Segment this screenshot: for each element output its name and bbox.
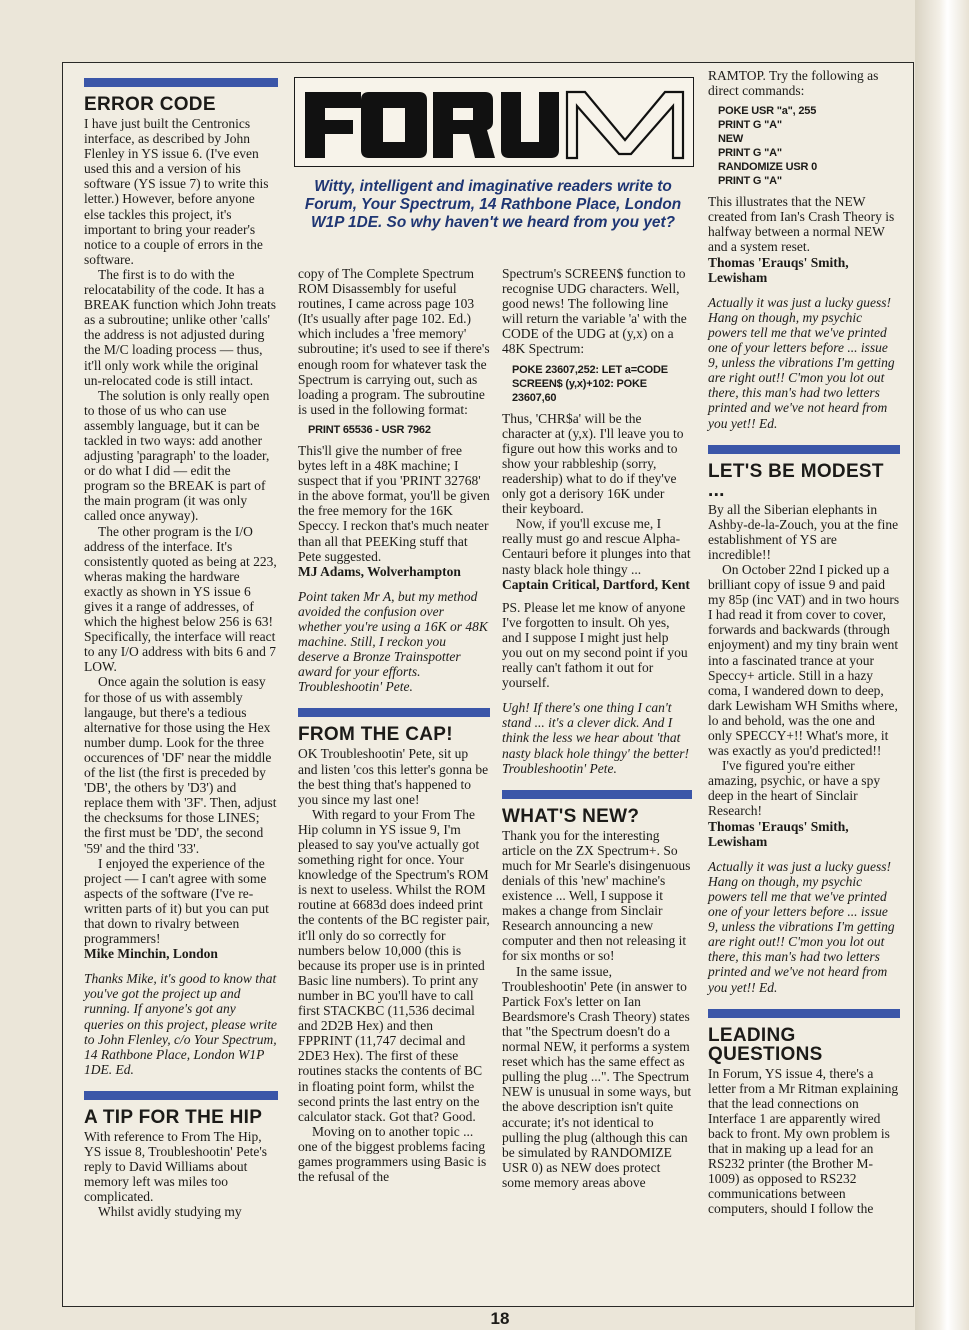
column-3 bbox=[502, 266, 692, 1190]
paragraph: The first is to do with the relocatability of the code. It has a BREAK function which John treats as a subroutine; unlike other 'calls' the address is not adjusted during the M/C loading process — thus, it'll only work while the original un-relocated code is still intact. bbox=[84, 266, 276, 388]
paragraph: OK Troubleshootin' Pete, sit up and listen 'cos this letter's gonna be the best thing that's happened to you since my last one! bbox=[298, 746, 489, 807]
letter-signature: Thomas 'Erauqs' Smith, Lewisham bbox=[708, 818, 849, 849]
paragraph: Once again the solution is easy for those of us with assembly langauge, but there's a tedious alternative for those using the Hex number dump. Look for the three occurences of 'DF' near the middle of the list (the first is preceded by 'DB', the others by 'D3') and replace them with '3F'. Then, adjust the checksums for those LINES; the first must be 'DD', the second '59' and the third '33'. bbox=[84, 674, 277, 856]
paragraph: With regard to your From The Hip column in YS issue 9, I'm pleased to say you've actually got something right for once. Your knowledge of the Spectrum's ROM is next to useless. Whilst the ROM routine at 6683d does indeed print the contents of the BC register pair, it'll only do so correctly for numbers below 10,000 (this is because its proper use is in printed Basic line numbers). To print any number in BC you'll have to call first STACKBC (11,536 decimal and 2D2B Hex) and then FPPRINT (11,747 decimal and 2DE3 Hex). The first of these routines stacks the contents of BC in floating point form, whilst the second prints the last entry on the calculator stack. Got that? Good. bbox=[298, 806, 490, 1124]
section-bar bbox=[502, 790, 692, 799]
paragraph: I've figured you're either amazing, psychic, or have a spy deep in the heart of Sinclair Research! bbox=[708, 758, 881, 819]
code-line: PRINT 65536 - USR 7962 bbox=[308, 423, 431, 436]
paragraph: Whilst avidly studying my bbox=[98, 1204, 242, 1220]
editor-reply: Thanks Mike, it's good to know that you've got the project up and running. If anyone's got any queries on this project, please write to John Flenley, c/o Your Spectrum, 14 Rathbone Place, London W1P 1DE. Ed. bbox=[84, 971, 277, 1077]
section-bar bbox=[298, 708, 490, 717]
paragraph: Moving on to another topic ... one of the biggest problems facing games programmers using Basic is the refusal of the bbox=[298, 1123, 487, 1185]
editor-reply: Point taken Mr A, but my method avoided the confusion over whether you're using a 16K or 48K machine. Still, I reckon you deserve a Bronze Trainspotter award for your efforts. Troubleshootin' Pete. bbox=[298, 588, 488, 695]
code-line: POKE 23607,252: LET a=CODE bbox=[512, 363, 668, 376]
paragraph: Now, if you'll excuse me, I really must go and rescue Alpha-Centauri before it plunges into that nasty black hole thingy ... bbox=[502, 516, 691, 577]
paragraph: By all the Siberian elephants in Ashby-de-la-Zouch, you at the fine establishment of YS are incredible!! bbox=[708, 501, 899, 562]
paragraph: I enjoyed the experience of the project — I can't agree with some aspects of the software (I've re-written parts of it) but you can put that down to rivalry between programmers! bbox=[84, 855, 269, 947]
heading-whats-new: WHAT'S NEW? bbox=[502, 805, 640, 827]
paragraph: In the same issue, Troubleshootin' Pete (in answer to Partick Fox's letter on Ian Beardsmore's Crash Theory) states that "the Spectrum doesn't do a normal NEW, it performs a system reset which has the same effect as pulling the plug ...". The Spectrum NEW is unusual in some ways, but the above description isn't quite accurate; it's not identical to pulling the plug (although this can be simulated by RANDOMIZE USR 0) as NEW does protect some memory areas above bbox=[502, 963, 692, 1190]
heading-leading-questions: LEADING QUESTIONS bbox=[708, 1024, 823, 1065]
letter-signature: Captain Critical, Dartford, Kent bbox=[502, 576, 690, 592]
code-line: PRINT G "A" bbox=[718, 147, 782, 160]
column-2 bbox=[298, 266, 490, 1184]
editor-reply: Actually it was just a lucky guess! Hang on though, my psychic powers tell me that we've printed one of your letters before ... issue 9, unless the vibrations I'm getting are right out!! C'mon you lot out there, this man's had two letters printed and we've not heard from you yet!! Ed. bbox=[708, 858, 895, 995]
code-line: SCREEN$ (y,x)+102: POKE 23607,60 bbox=[512, 377, 647, 404]
forum-logo bbox=[294, 77, 694, 167]
paragraph: The solution is only really open to those of us who can use assembly language, but it can be tackled in two ways: add another adjusting 'paragraph' to the loader, or do what I did — edit the program so the BREAK is part of the main program (it was only called once anyway). bbox=[84, 387, 270, 524]
section-bar bbox=[84, 1091, 278, 1100]
code-line: POKE USR "a", 255 bbox=[718, 105, 817, 118]
page-number: 18 bbox=[490, 1309, 510, 1328]
section-bar bbox=[84, 78, 278, 87]
letter-signature: Mike Minchin, London bbox=[84, 946, 218, 962]
column-4 bbox=[708, 68, 900, 1217]
forum-logo-graphic bbox=[295, 78, 693, 166]
paragraph: Thank you for the interesting article on the ZX Spectrum+. So much for Mr Searle's disingenuous denials of this 'new' machine's existence ... Well, I suppose it makes a change from Sinclair Research announcing a new computer and then not releasing it for six months or so! bbox=[502, 827, 691, 964]
code-line: NEW bbox=[718, 133, 744, 146]
paragraph: This'll give the number of free bytes left in a 48K machine; I suspect that if you 'PRINT 32768' in the above format, you'll be given the free memory for the 16K Speccy. I reckon that's much neater than all that PEEKing stuff that Pete suggested. bbox=[298, 442, 490, 564]
letter-signature: MJ Adams, Wolverhampton bbox=[298, 563, 461, 579]
paragraph: In Forum, YS issue 4, there's a letter from a Mr Ritman explaining that the lead connections on Interface 1 are apparently wired back to front. My own problem is that in making up a lead for an RS232 printer (the Brother M-1009) as opposed to RS232 communications between computers, should I follow the bbox=[708, 1065, 899, 1217]
paragraph: I have just built the Centronics interface, as described by John Flenley in YS issue 6. (I've even used this and a version of his software (YS issue 7) to write this letter.) However, before anyone else tackles this project, it's important to bring your reader's notice to a couple of errors in the software. bbox=[84, 116, 269, 267]
paragraph: Spectrum's SCREEN$ function to recognise UDG characters. Well, good news! The following line will return the variable 'a' with the CODE of the UDG at (y,x) on a 48K Spectrum: bbox=[502, 266, 687, 357]
forum-intro: Witty, intelligent and imaginative readers write to Forum, Your Spectrum, 14 Rathbone Place, London W1P 1DE. So why haven't we heard from you yet? bbox=[304, 178, 682, 231]
letter-signature: Thomas 'Erauqs' Smith, Lewisham bbox=[708, 254, 849, 285]
page-spine-shadow bbox=[915, 0, 969, 1330]
section-bar bbox=[708, 1009, 900, 1018]
heading-error-code: ERROR CODE bbox=[84, 94, 216, 115]
code-line: PRINT G "A" bbox=[718, 175, 782, 188]
section-bar bbox=[708, 445, 900, 454]
heading-tip-for-the-hip: A TIP FOR THE HIP bbox=[84, 1106, 263, 1128]
paragraph: With reference to From The Hip, YS issue 8, Troubleshootin' Pete's reply to David Williams about memory left was miles too complicated. bbox=[84, 1128, 268, 1205]
paragraph: copy of The Complete Spectrum ROM Disassembly for useful routines, I came across page 103 (It's usually after page 102. Ed.) which includes a 'free memory' subroutine; it's used to see if there's enough room for whatever task the Spectrum is carrying out, such as loading a program. The subroutine is used in the following format: bbox=[298, 266, 490, 417]
editor-reply: Ugh! If there's one thing I can't stand ... it's a clever dick. And I think the less we hear about 'that nasty black hole thingy' the better! Troubleshootin' Pete. bbox=[502, 700, 689, 776]
paragraph: RAMTOP. Try the following as direct commands: bbox=[708, 68, 879, 99]
paragraph: Thus, 'CHR$a' will be the character at (y,x). I'll leave you to figure out how this works and to show your rabbleship (sorry, readership) what to do if they've only got a derisory 16K under their keyboard. bbox=[502, 410, 684, 517]
paragraph: On October 22nd I picked up a brilliant copy of issue 9 and paid my 85p (inc VAT) and in two hours I had read it from cover to cover, forwards and backwards (through enjoyment) and my tiny brain went into a fascinated trance at your Speccy+ article. Still in a hazy coma, I wandered down to deep, dark Lewisham WH Smiths where, lo and behold, was the one and only SPECCY+!! What's more, it was exactly as you'd predicted!! bbox=[708, 561, 900, 759]
paragraph: The other program is the I/O address of the interface. It's consistently quoted as being at 223, wheras making the hardware exactly as shown in YS issue 6 gives it a range of addresses, of which the highest below 256 is 63! Specifically, the interface will react to any I/O address with bits 6 and 7 LOW. bbox=[84, 523, 277, 675]
code-line: RANDOMIZE USR 0 bbox=[718, 161, 818, 174]
paragraph: PS. Please let me know of anyone I've forgotten to insult. Oh yes, and I suppose I might just help you out on my second point if you really can't fathom it out for yourself. bbox=[502, 599, 688, 691]
column-1 bbox=[84, 78, 278, 1219]
heading-lets-be-modest: LET'S BE MODEST ... bbox=[708, 460, 884, 501]
paragraph: This illustrates that the NEW created from Ian's Crash Theory is halfway between a normal NEW and a system reset. bbox=[708, 194, 895, 255]
code-line: PRINT G "A" bbox=[718, 119, 782, 132]
heading-from-the-cap: FROM THE CAP! bbox=[298, 724, 453, 746]
editor-reply: Actually it was just a lucky guess! Hang on though, my psychic powers tell me that we've printed one of your letters before ... issue 9, unless the vibrations I'm getting are right out!! C'mon you lot out there, this man's had two letters printed and we've not heard from you yet!! Ed. bbox=[708, 294, 895, 431]
